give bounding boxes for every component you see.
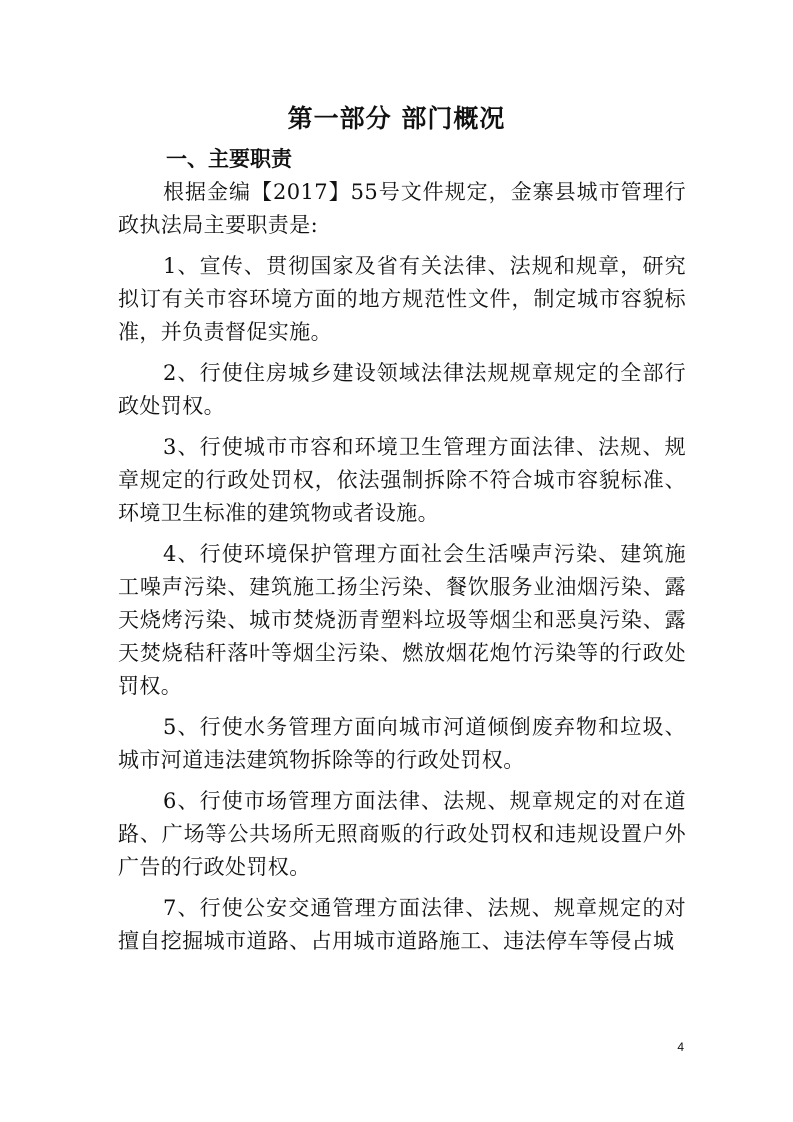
paragraph-duty-5: 5、行使水务管理方面向城市河道倾倒废弃物和垃圾、城市河道违法建筑物拆除等的行政处罚权。 — [118, 715, 686, 772]
page-number: 4 — [677, 1040, 684, 1054]
paragraph-duty-1: 1、宣传、贯彻国家及省有关法律、法规和规章，研究拟订有关市容环境方面的地方规范性文件，制定城市容貌标准，并负责督促实施。 — [118, 254, 686, 344]
paragraph-intro: 根据金编【2017】55号文件规定，金寨县城市管理行政执法局主要职责是: — [118, 180, 686, 237]
section-heading: 一、主要职责 — [166, 147, 292, 171]
paragraph-duty-7: 7、行使公安交通管理方面法律、法规、规章规定的对擅自挖掘城市道路、占用城市道路施工、违法停车等侵占城 — [118, 896, 686, 953]
paragraph-duty-4: 4、行使环境保护管理方面社会生活噪声污染、建筑施工噪声污染、建筑施工扬尘污染、餐饮服务业油烟污染、露天烧烤污染、城市焚烧沥青塑料垃圾等烟尘和恶臭污染、露天焚烧秸秆落叶等烟尘污染、燃放烟花炮竹污染等的行政处罚权。 — [118, 542, 686, 698]
document-body — [118, 176, 686, 966]
paragraph-duty-2: 2、行使住房城乡建设领域法律法规规章规定的全部行政处罚权。 — [118, 361, 686, 418]
paragraph-duty-3: 3、行使城市市容和环境卫生管理方面法律、法规、规章规定的行政处罚权，依法强制拆除不符合城市容貌标准、环境卫生标准的建筑物或者设施。 — [118, 435, 686, 525]
paragraph-duty-6: 6、行使市场管理方面法律、法规、规章规定的对在道路、广场等公共场所无照商贩的行政处罚权和违规设置户外广告的行政处罚权。 — [118, 789, 686, 879]
page-title: 第一部分 部门概况 — [287, 104, 506, 133]
